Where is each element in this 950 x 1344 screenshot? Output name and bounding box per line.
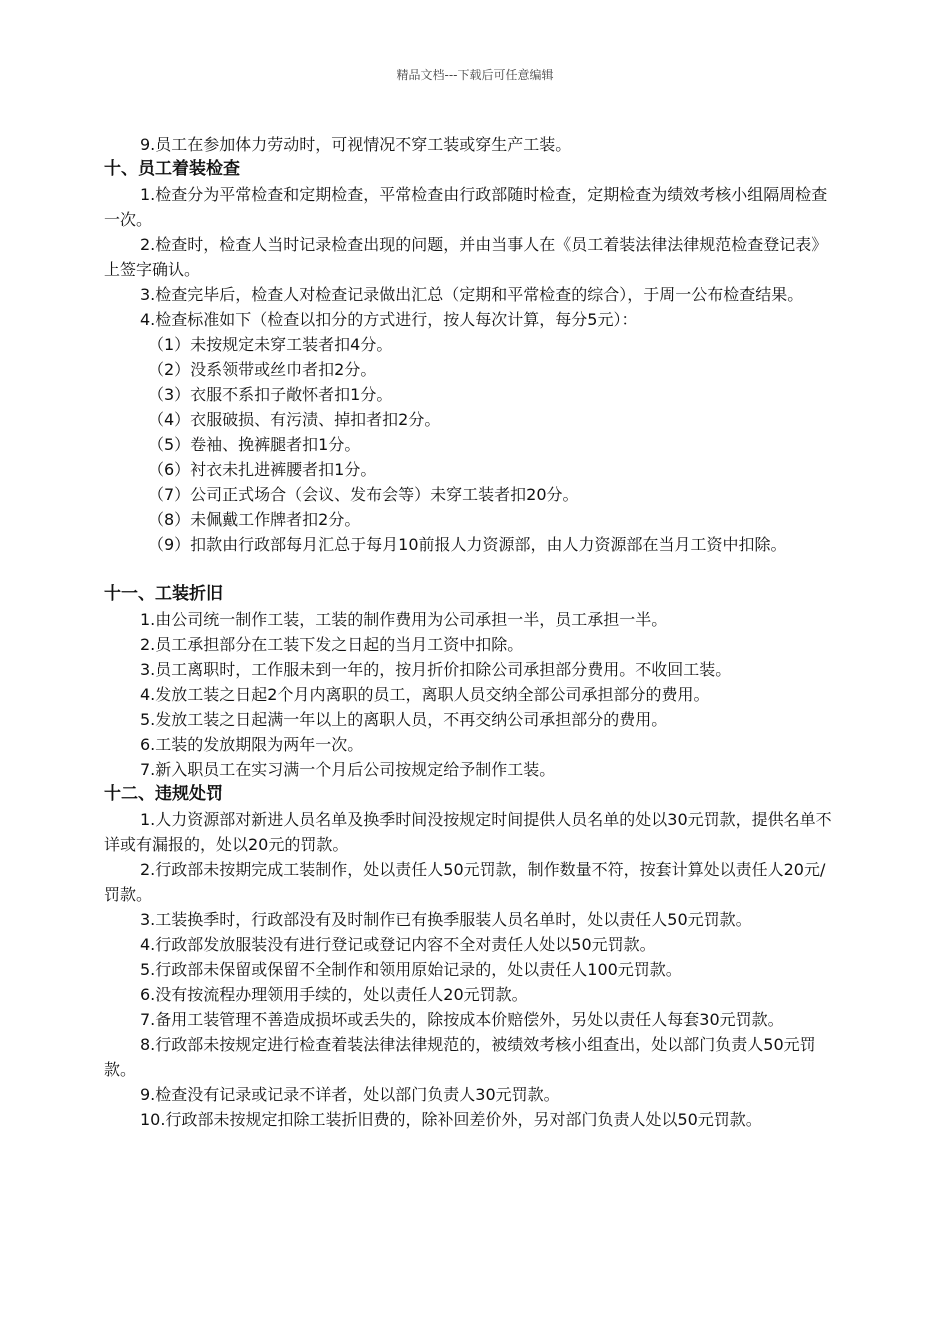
section-heading: 十一、工装折旧 <box>104 584 223 604</box>
list-item: 5.行政部未保留或保留不全制作和领用原始记录的，处以责任人100元罚款。 <box>140 960 682 979</box>
paragraph: 2.检查时，检查人当时记录检查出现的问题，并由当事人在《员工着装法律法律规范检查登记表》上签字确认。 <box>104 235 828 279</box>
list-item: 1.由公司统一制作工装，工装的制作费用为公司承担一半，员工承担一半。 <box>140 610 668 629</box>
page-header: 精品文档---下载后可任意编辑 <box>396 68 554 82</box>
paragraph: 1.检查分为平常检查和定期检查，平常检查由行政部随时检查，定期检查为绩效考核小组隔周检查一次。 <box>104 185 828 229</box>
list-item: （8）未佩戴工作牌者扣2分。 <box>148 510 361 529</box>
list-item: （1）未按规定未穿工装者扣4分。 <box>148 335 393 354</box>
list-item: 3.工装换季时，行政部没有及时制作已有换季服装人员名单时，处以责任人50元罚款。 <box>140 910 752 929</box>
list-item: （3）衣服不系扣子敞怀者扣1分。 <box>148 385 393 404</box>
paragraph: 4.检查标准如下（检查以扣分的方式进行，按人每次计算，每分5元）： <box>140 310 638 329</box>
list-item: 8.行政部未按规定进行检查着装法律法律规范的，被绩效考核小组查出，处以部门负责人50元罚款。 <box>104 1035 816 1079</box>
list-item: （2）没系领带或丝巾者扣2分。 <box>148 360 377 379</box>
list-item: 7.新入职员工在实习满一个月后公司按规定给予制作工装。 <box>140 760 556 779</box>
list-item: 1.人力资源部对新进人员名单及换季时间没按规定时间提供人员名单的处以30元罚款，提供名单不详或有漏报的，处以20元的罚款。 <box>104 810 832 854</box>
paragraph: 9.员工在参加体力劳动时，可视情况不穿工装或穿生产工装。 <box>140 135 572 154</box>
list-item: 4.发放工装之日起2个月内离职的员工，离职人员交纳全部公司承担部分的费用。 <box>140 685 710 704</box>
document-body <box>104 132 840 1132</box>
list-item: 6.工装的发放期限为两年一次。 <box>140 735 364 754</box>
list-item: 10.行政部未按规定扣除工装折旧费的，除补回差价外，另对部门负责人处以50元罚款。 <box>140 1110 762 1129</box>
list-item: （6）衬衣未扎进裤腰者扣1分。 <box>148 460 377 479</box>
list-item: 2.行政部未按期完成工装制作，处以责任人50元罚款，制作数量不符，按套计算处以责任人20元/罚款。 <box>104 860 826 904</box>
list-item: 4.行政部发放服装没有进行登记或登记内容不全对责任人处以50元罚款。 <box>140 935 656 954</box>
list-item: 6.没有按流程办理领用手续的，处以责任人20元罚款。 <box>140 985 528 1004</box>
section-heading: 十二、违规处罚 <box>104 784 223 804</box>
list-item: 5.发放工装之日起满一年以上的离职人员，不再交纳公司承担部分的费用。 <box>140 710 668 729</box>
list-item: （9）扣款由行政部每月汇总于每月10前报人力资源部，由人力资源部在当月工资中扣除。 <box>148 535 787 554</box>
section-heading: 十、员工着装检查 <box>104 159 240 179</box>
list-item: 7.备用工装管理不善造成损坏或丢失的，除按成本价赔偿外，另处以责任人每套30元罚款。 <box>140 1010 784 1029</box>
list-item: 9.检查没有记录或记录不详者，处以部门负责人30元罚款。 <box>140 1085 560 1104</box>
paragraph: 3.检查完毕后，检查人对检查记录做出汇总（定期和平常检查的综合），于周一公布检查结果。 <box>140 285 804 304</box>
list-item: 3.员工离职时，工作服未到一年的，按月折价扣除公司承担部分费用。不收回工装。 <box>140 660 732 679</box>
spacer <box>104 557 840 582</box>
list-item: （5）卷袖、挽裤腿者扣1分。 <box>148 435 361 454</box>
list-item: 2.员工承担部分在工装下发之日起的当月工资中扣除。 <box>140 635 524 654</box>
list-item: （7）公司正式场合（会议、发布会等）未穿工装者扣20分。 <box>148 485 579 504</box>
list-item: （4）衣服破损、有污渍、掉扣者扣2分。 <box>148 410 441 429</box>
